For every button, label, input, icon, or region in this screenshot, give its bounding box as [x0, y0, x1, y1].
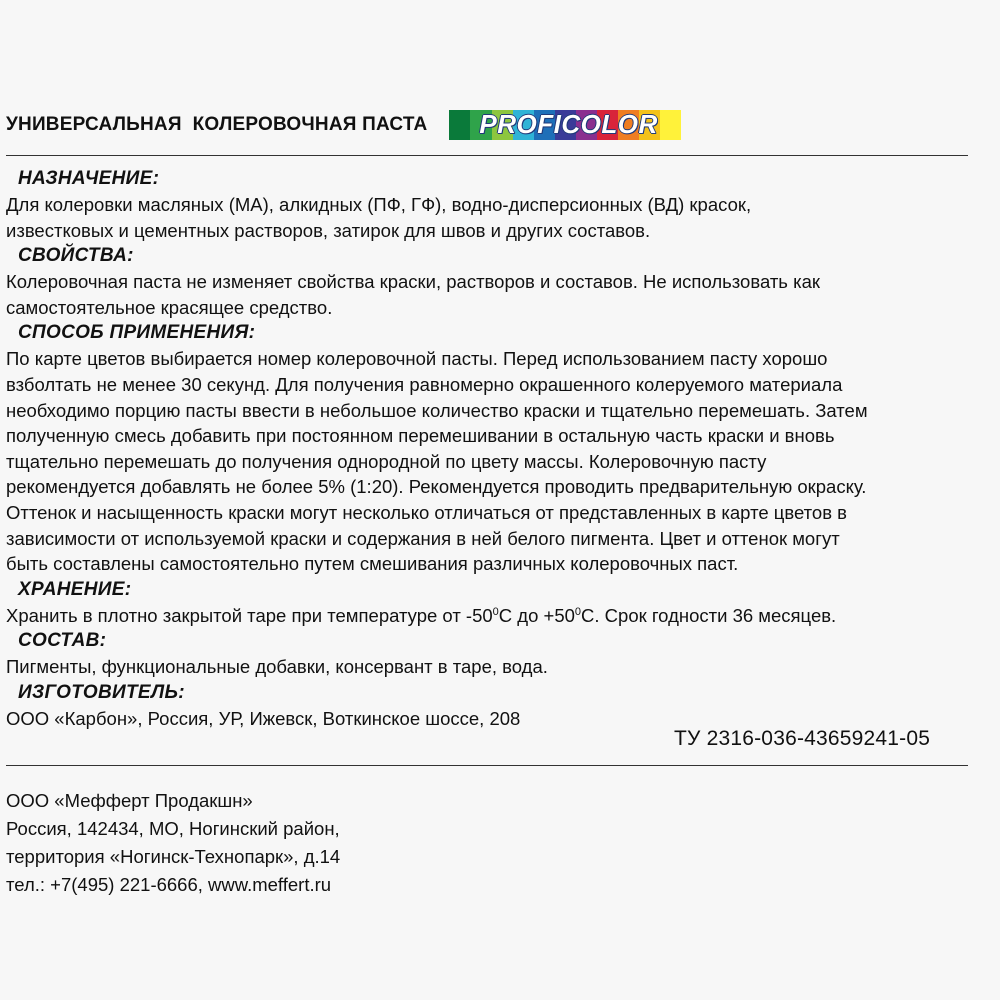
section-body [6, 346, 991, 576]
section-purpose [6, 166, 991, 243]
body-line: известковых и цементных растворов, затирок для швов и других составов. [6, 219, 651, 241]
technical-spec-code: ТУ 2316-036-43659241-05 [674, 727, 931, 750]
body-line: Для колеровки масляных (МА), алкидных (ПФ, ГФ), водно-дисперсионных (ВД) красок, [6, 194, 752, 215]
body-line: Колеровочная паста не изменяет свойства краски, растворов и составов. Не использовать как [6, 271, 820, 293]
top-divider [6, 155, 968, 156]
footer-line: ООО «Мефферт Продакшн» [6, 790, 253, 811]
body-line: самостоятельное красящее средство. [6, 296, 333, 318]
body-line: полученную смесь добавить при постоянном перемешивании в остальную часть краски и вновь [6, 425, 835, 447]
degree-superscript: 0 [492, 605, 499, 618]
proficolor-logo [449, 110, 681, 140]
section-body [6, 603, 991, 629]
label-header [6, 108, 681, 142]
body-line: рекомендуется добавлять не более 5% (1:20). Рекомендуется проводить предварительную окраску. [6, 476, 867, 498]
body-line: быть составлены самостоятельно путем смешивания различных колеровочных паст. [6, 553, 739, 575]
section-title: ИЗГОТОВИТЕЛЬ: [18, 681, 185, 703]
logo-color-stripe [449, 110, 470, 140]
product-title: УНИВЕРСАЛЬНАЯ КОЛЕРОВОЧНАЯ ПАСТА [6, 114, 428, 135]
section-storage [6, 577, 991, 629]
storage-text: С. Срок годности 36 месяцев. [581, 604, 837, 626]
footer-line: территория «Ногинск-Технопарк», д.14 [6, 846, 341, 867]
body-line: Оттенок и насыщенность краски могут несколько отличаться от представленных в карте цветов в [6, 501, 848, 523]
body-line: По карте цветов выбирается номер колеровочной пасты. Перед использованием пасту хорошо [6, 348, 828, 370]
body-line: Пигменты, функциональные добавки, консервант в таре, вода. [6, 656, 548, 678]
body-line: необходимо порцию пасты ввести в небольшое количество краски и тщательно перемешать. Затем [6, 399, 868, 421]
section-title: НАЗНАЧЕНИЕ: [18, 168, 160, 189]
bottom-divider [6, 765, 968, 766]
degree-superscript: 0 [574, 605, 582, 618]
section-title: ХРАНЕНИЕ: [18, 578, 132, 600]
storage-text: С до +50 [498, 604, 575, 626]
section-body [6, 269, 991, 320]
section-properties [6, 243, 991, 320]
footer-line: тел.: +7(495) 221-6666, www.meffert.ru [6, 874, 332, 895]
logo-text: PROFICOLOR [479, 109, 658, 139]
section-title: СПОСОБ ПРИМЕНЕНИЯ: [18, 322, 256, 344]
body-line: взболтать не менее 30 секунд. Для получения равномерно окрашенного колеруемого материала [6, 373, 843, 395]
label-content [6, 166, 991, 732]
section-title: СВОЙСТВА: [18, 245, 134, 267]
section-body [6, 654, 991, 680]
footer-line: Россия, 142434, МО, Ногинский район, [6, 818, 340, 839]
storage-text: Хранить в плотно закрытой таре при температуре от -50 [6, 604, 493, 626]
manufacturer-address: ООО «Карбон», Россия, УР, Ижевск, Воткинское шоссе, 208 [6, 707, 521, 729]
distributor-info [6, 787, 340, 899]
section-manufacturer [6, 680, 991, 732]
section-body [6, 192, 991, 243]
body-line: зависимости от используемой краски и содержания в ней белого пигмента. Цвет и оттенок могут [6, 527, 840, 549]
section-composition [6, 628, 991, 680]
section-title: СОСТАВ: [18, 630, 107, 652]
section-usage [6, 320, 991, 576]
body-line: тщательно перемешать до получения однородной по цвету массы. Колеровочную пасту [6, 450, 767, 472]
logo-color-stripe [660, 110, 681, 140]
